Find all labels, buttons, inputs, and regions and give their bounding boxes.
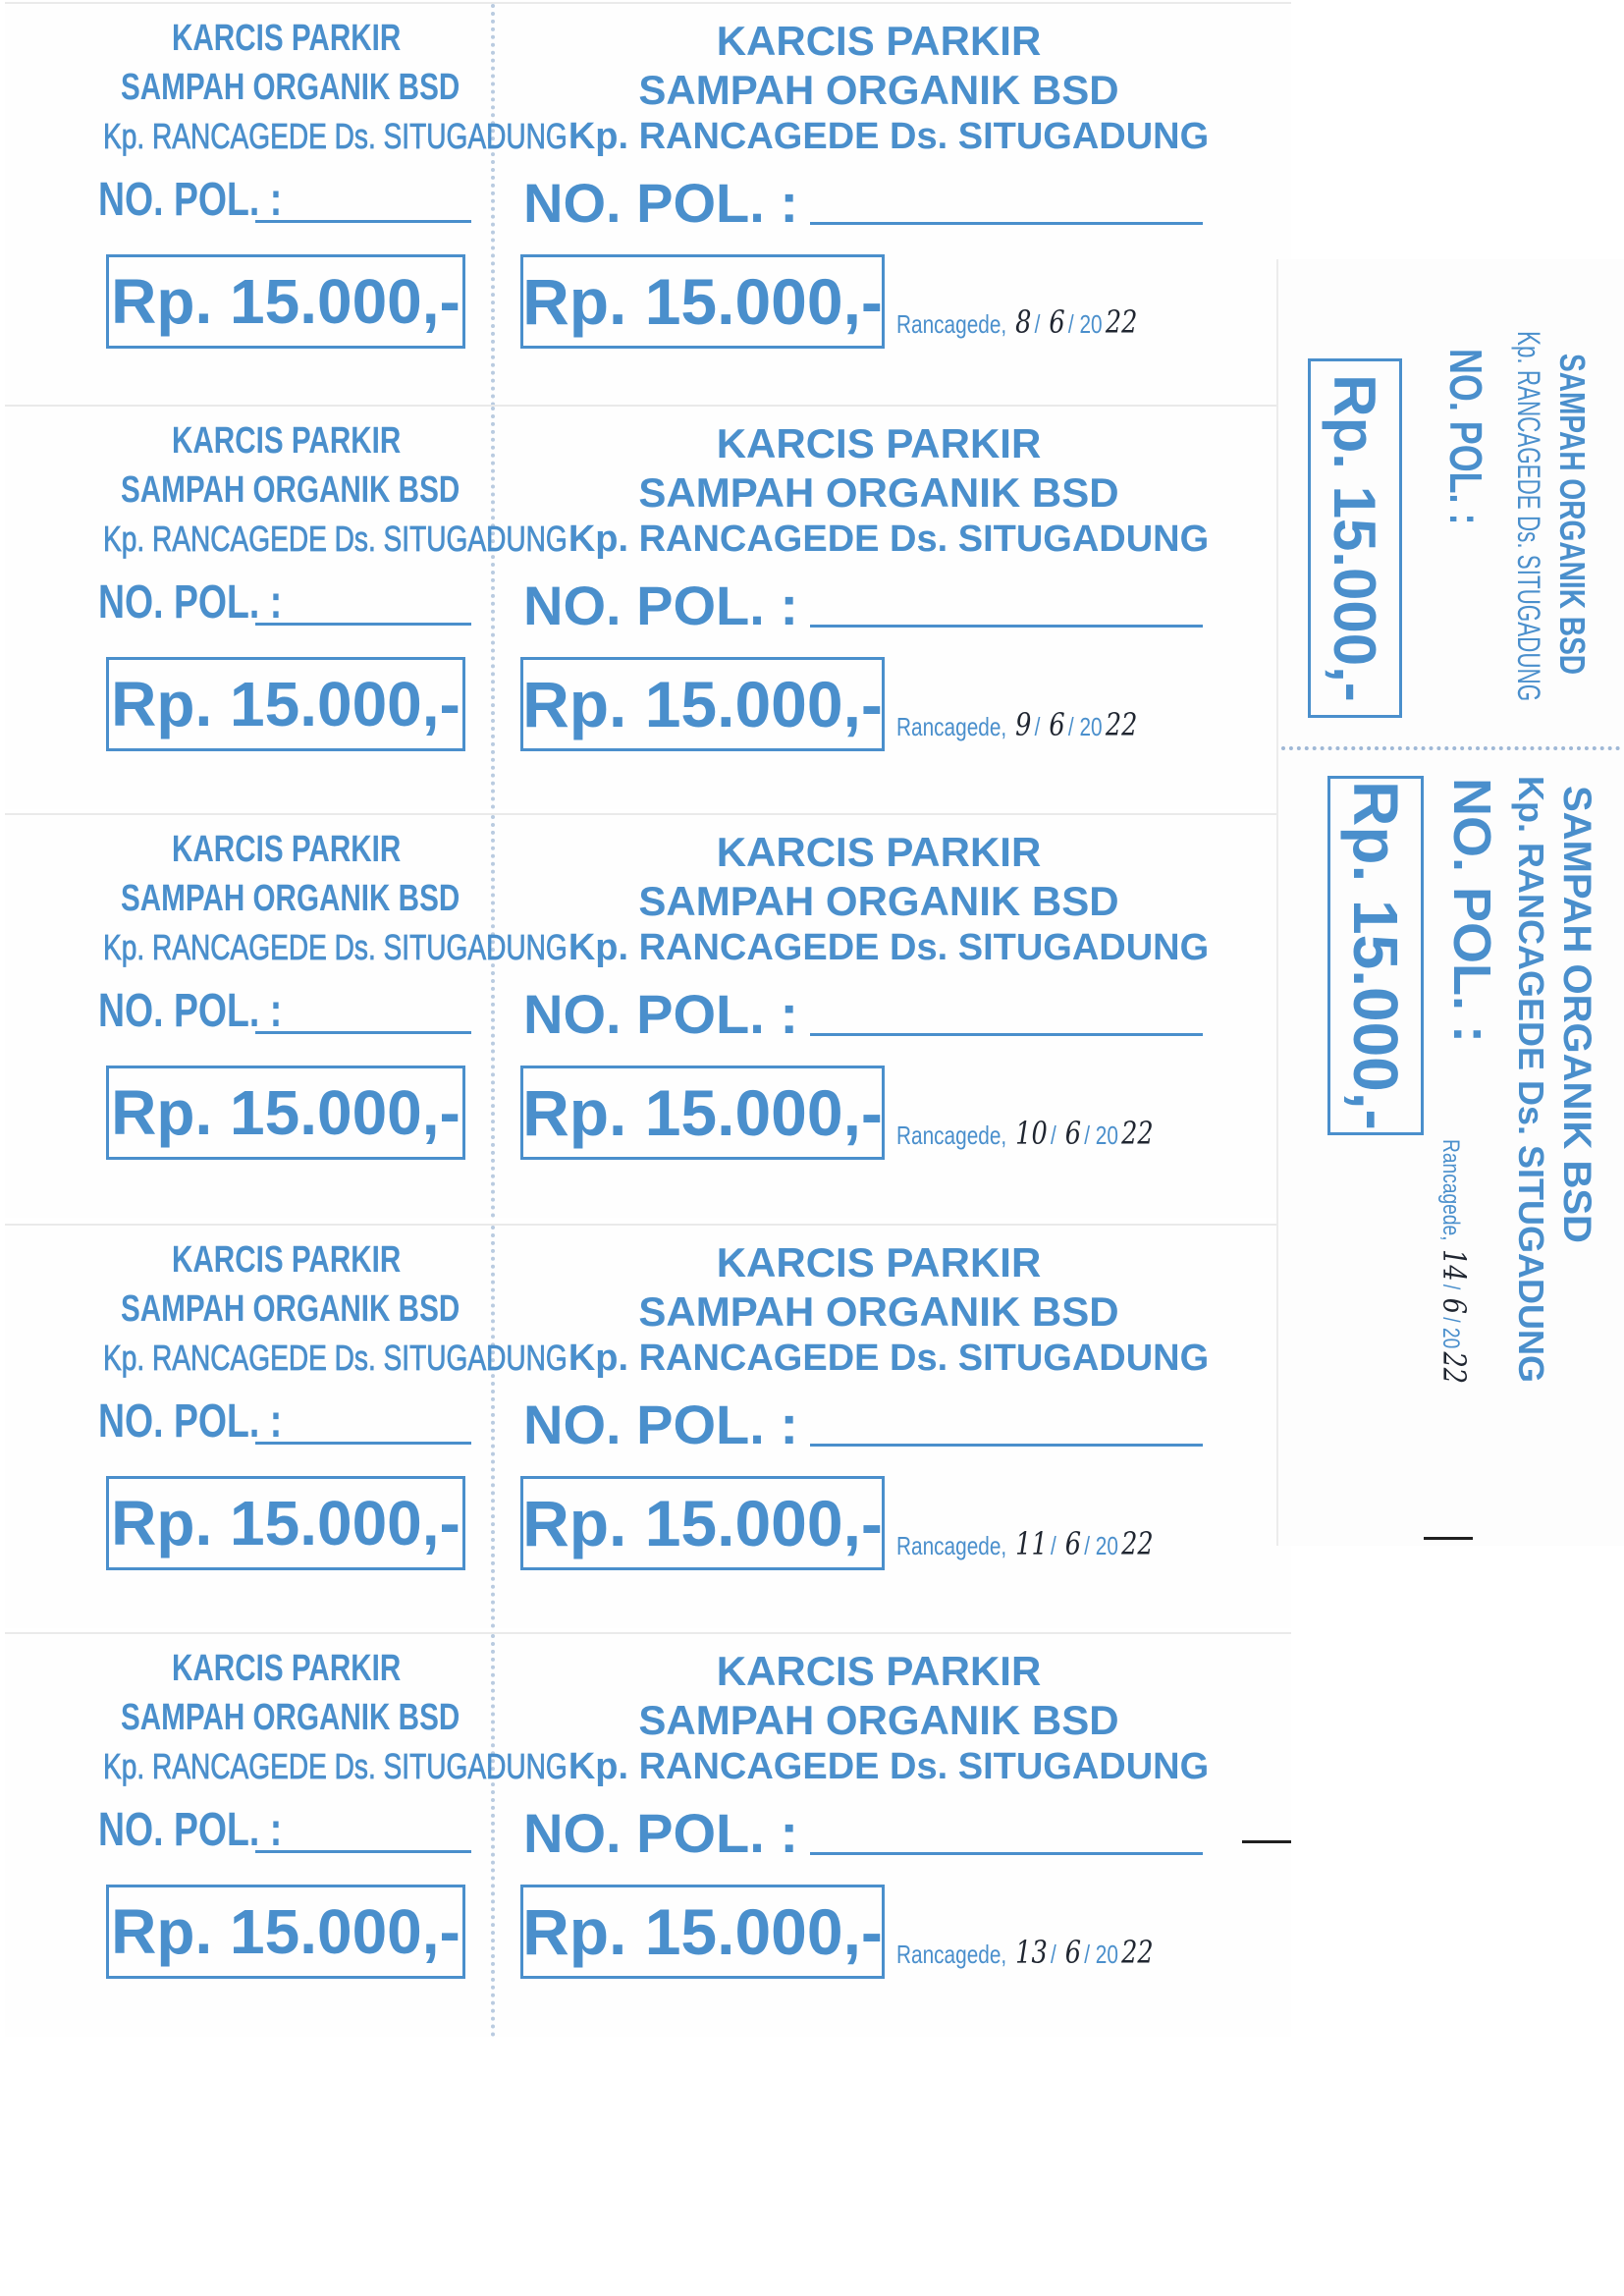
main-location: Kp. RANCAGEDE Ds. SITUGADUNG (568, 927, 1210, 968)
date-day: 10 (1015, 1115, 1048, 1152)
main-plate-line (810, 1444, 1203, 1447)
main-price-box: Rp. 15.000,- (520, 1885, 885, 1979)
side-date-year-suffix: 22 (1435, 1351, 1473, 1385)
ticket-1 (5, 2, 1291, 407)
ticket-stub (5, 407, 568, 809)
place-label: Rancagede, (896, 1940, 1007, 1969)
date-day: 13 (1015, 1934, 1048, 1971)
main-title: KARCIS PARKIR (716, 829, 1042, 875)
side-main-subtitle: SAMPAH ORGANIK BSD (1555, 786, 1598, 1243)
stub-title: KARCIS PARKIR (172, 420, 402, 462)
main-location: Kp. RANCAGEDE Ds. SITUGADUNG (568, 116, 1210, 157)
stub-price-box: Rp. 15.000,- (106, 657, 465, 751)
pen-mark (1242, 1840, 1291, 1843)
main-plate-label: NO. POL. : (523, 172, 798, 234)
main-plate-label: NO. POL. : (523, 574, 798, 636)
stub-plate-line (255, 1442, 471, 1445)
date-month: 6 (1049, 706, 1065, 743)
stub-price-box: Rp. 15.000,- (106, 1885, 465, 1979)
side-date-day: 14 (1435, 1249, 1473, 1282)
ticket-5 (5, 1632, 1291, 2037)
ticket-stub (5, 4, 568, 407)
side-main-location: Kp. RANCAGEDE Ds. SITUGADUNG (1511, 776, 1551, 1384)
stub-location: Kp. RANCAGEDE Ds. SITUGADUNG (103, 1338, 568, 1378)
stub-plate-label: NO. POL. : (98, 576, 283, 629)
stub-title: KARCIS PARKIR (172, 18, 402, 59)
stub-plate-label: NO. POL. : (98, 174, 283, 226)
ticket-main (496, 815, 1291, 1218)
stub-price-box: Rp. 15.000,- (106, 254, 465, 349)
date-year-suffix: 22 (1105, 303, 1138, 341)
date-day: 8 (1015, 303, 1032, 341)
side-date-line: Rancagede, 14/ 6/ 2022 (1435, 1139, 1473, 1385)
main-plate-line (810, 222, 1203, 225)
date-month: 6 (1064, 1115, 1081, 1152)
stub-plate-label: NO. POL. : (98, 1804, 283, 1856)
date-year-suffix: 22 (1121, 1525, 1154, 1562)
main-location: Kp. RANCAGEDE Ds. SITUGADUNG (568, 519, 1210, 560)
main-price-box: Rp. 15.000,- (520, 657, 885, 751)
main-subtitle: SAMPAH ORGANIK BSD (638, 1697, 1119, 1743)
place-label: Rancagede, (896, 309, 1007, 339)
main-plate-label: NO. POL. : (523, 1394, 798, 1455)
place-label: Rancagede, (896, 712, 1007, 741)
date-year-prefix: 20 (1079, 712, 1103, 741)
main-price-box: Rp. 15.000,- (520, 254, 885, 349)
side-place-label: Rancagede, (1437, 1139, 1464, 1241)
ticket-stub (5, 1634, 568, 2037)
stub-subtitle: SAMPAH ORGANIK BSD (121, 469, 460, 511)
date-line: Rancagede, 8 / 6 / 2022 (896, 303, 1138, 341)
side-stub-location: Kp. RANCAGEDE Ds. SITUGADUNG (1511, 331, 1546, 702)
ticket-main (496, 407, 1291, 809)
date-year-suffix: 22 (1105, 706, 1138, 743)
place-label: Rancagede, (896, 1121, 1007, 1150)
side-stub-plate-label: NO. POL. : (1440, 349, 1491, 525)
main-price-box: Rp. 15.000,- (520, 1476, 885, 1570)
main-plate-line (810, 1033, 1203, 1036)
date-year-prefix: 20 (1095, 1531, 1118, 1560)
stub-price-box: Rp. 15.000,- (106, 1066, 465, 1160)
stub-subtitle: SAMPAH ORGANIK BSD (121, 878, 460, 919)
main-subtitle: SAMPAH ORGANIK BSD (638, 469, 1119, 516)
date-line: Rancagede, 10 / 6 / 2022 (896, 1115, 1154, 1152)
main-subtitle: SAMPAH ORGANIK BSD (638, 1288, 1119, 1335)
main-title: KARCIS PARKIR (716, 18, 1042, 64)
main-title: KARCIS PARKIR (716, 1239, 1042, 1285)
ticket-3 (5, 813, 1291, 1218)
stub-location: Kp. RANCAGEDE Ds. SITUGADUNG (103, 927, 568, 967)
main-plate-label: NO. POL. : (523, 1802, 798, 1864)
stub-plate-label: NO. POL. : (98, 1395, 283, 1448)
stub-subtitle: SAMPAH ORGANIK BSD (121, 67, 460, 108)
side-ticket-stub (1296, 331, 1610, 751)
main-price-box: Rp. 15.000,- (520, 1066, 885, 1160)
side-date-year-prefix: 20 (1437, 1327, 1464, 1349)
date-year-prefix: 20 (1095, 1940, 1118, 1969)
side-stub-subtitle: SAMPAH ORGANIK BSD (1552, 354, 1593, 676)
main-subtitle: SAMPAH ORGANIK BSD (638, 878, 1119, 924)
stub-plate-line (255, 623, 471, 626)
stub-subtitle: SAMPAH ORGANIK BSD (121, 1288, 460, 1330)
date-month: 6 (1049, 303, 1065, 341)
ticket-stub (5, 1226, 568, 1628)
stub-plate-line (255, 1031, 471, 1034)
date-year-prefix: 20 (1095, 1121, 1118, 1150)
date-line: Rancagede, 9 / 6 / 2022 (896, 706, 1138, 743)
date-line: Rancagede, 11 / 6 / 2022 (896, 1525, 1154, 1562)
stub-price-box: Rp. 15.000,- (106, 1476, 465, 1570)
ticket-2 (5, 405, 1291, 809)
date-month: 6 (1064, 1525, 1081, 1562)
stub-plate-label: NO. POL. : (98, 985, 283, 1037)
side-stub-price-box: Rp. 15.000,- (1308, 358, 1402, 718)
side-main-price-box: Rp. 15.000,- (1327, 776, 1424, 1135)
main-location: Kp. RANCAGEDE Ds. SITUGADUNG (568, 1746, 1210, 1787)
pen-mark (1424, 1537, 1473, 1540)
ticket-main (496, 1226, 1291, 1628)
date-month: 6 (1064, 1934, 1081, 1971)
stub-plate-line (255, 1850, 471, 1853)
stub-location: Kp. RANCAGEDE Ds. SITUGADUNG (103, 116, 568, 156)
stub-plate-line (255, 220, 471, 223)
date-year-prefix: 20 (1079, 309, 1103, 339)
date-line: Rancagede, 13 / 6 / 2022 (896, 1934, 1154, 1971)
ticket-main (496, 1634, 1291, 2037)
date-year-suffix: 22 (1121, 1115, 1154, 1152)
date-year-suffix: 22 (1121, 1934, 1154, 1971)
ticket-stub (5, 815, 568, 1218)
date-day: 11 (1015, 1525, 1048, 1562)
main-plate-label: NO. POL. : (523, 983, 798, 1045)
main-subtitle: SAMPAH ORGANIK BSD (638, 67, 1119, 113)
main-title: KARCIS PARKIR (716, 1648, 1042, 1694)
stub-location: Kp. RANCAGEDE Ds. SITUGADUNG (103, 1746, 568, 1786)
main-location: Kp. RANCAGEDE Ds. SITUGADUNG (568, 1338, 1210, 1379)
main-plate-line (810, 625, 1203, 628)
side-main-plate-label: NO. POL. : (1442, 778, 1501, 1043)
ticket-4 (5, 1224, 1291, 1628)
ticket-main (496, 4, 1291, 407)
side-ticket-main (1306, 766, 1620, 1473)
stub-title: KARCIS PARKIR (172, 1239, 402, 1281)
stub-title: KARCIS PARKIR (172, 1648, 402, 1689)
date-day: 9 (1015, 706, 1032, 743)
place-label: Rancagede, (896, 1531, 1007, 1560)
stub-location: Kp. RANCAGEDE Ds. SITUGADUNG (103, 519, 568, 559)
main-plate-line (810, 1852, 1203, 1855)
side-date-month: 6 (1435, 1297, 1473, 1315)
main-title: KARCIS PARKIR (716, 420, 1042, 466)
stub-title: KARCIS PARKIR (172, 829, 402, 870)
stub-subtitle: SAMPAH ORGANIK BSD (121, 1697, 460, 1738)
